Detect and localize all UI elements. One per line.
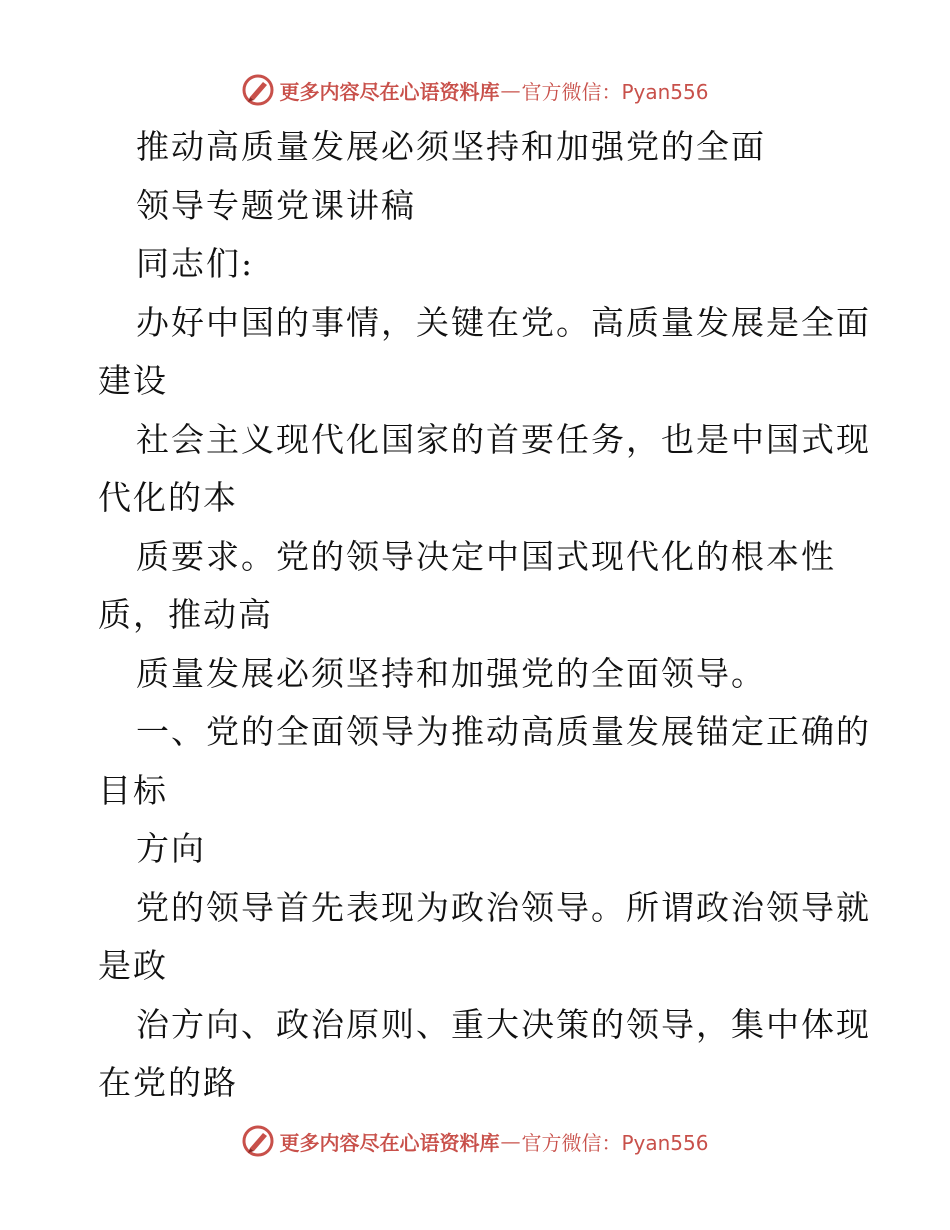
paragraph-line: 质，推动高 xyxy=(98,595,273,634)
paragraph-line: 质量发展必须坚持和加强党的全面领导。 xyxy=(136,653,766,693)
watermark-wechat: 官方微信：Pyan556 xyxy=(521,79,709,104)
paragraph-line: 是政 xyxy=(98,946,168,985)
watermark-text: 更多内容尽在心语资料库 xyxy=(279,1130,500,1155)
paragraph-line: 治方向、政治原则、重大决策的领导，集中体现 xyxy=(136,1004,871,1044)
pen-logo-icon xyxy=(241,1124,275,1158)
watermark-text: 更多内容尽在心语资料库 xyxy=(279,79,500,104)
header-watermark xyxy=(0,70,950,110)
paragraph-line: 质要求。党的领导决定中国式现代化的根本性 xyxy=(136,536,836,576)
title-line-1: 推动高质量发展必须坚持和加强党的全面 xyxy=(136,127,766,166)
section-heading: 一、党的全面领导为推动高质量发展锚定正确的 xyxy=(136,712,871,751)
paragraph-line: 办好中国的事情，关键在党。高质量发展是全面 xyxy=(136,302,871,342)
footer-watermark xyxy=(0,1121,950,1161)
paragraph-line: 建设 xyxy=(98,361,168,400)
title-line-2: 领导专题党课讲稿 xyxy=(136,185,416,225)
section-heading: 目标 xyxy=(98,770,168,810)
pen-logo-icon xyxy=(241,73,275,107)
watermark-wechat: 官方微信：Pyan556 xyxy=(521,1130,709,1155)
paragraph-line: 在党的路 xyxy=(98,1063,238,1102)
paragraph-line: 社会主义现代化国家的首要任务，也是中国式现 xyxy=(136,419,871,459)
watermark-separator: — xyxy=(500,78,521,102)
paragraph-line: 党的领导首先表现为政治领导。所谓政治领导就 xyxy=(136,887,871,927)
paragraph-line: 代化的本 xyxy=(98,478,238,517)
salutation: 同志们: xyxy=(136,244,255,283)
document-body xyxy=(98,118,871,1113)
watermark-separator: — xyxy=(500,1129,521,1153)
section-heading: 方向 xyxy=(136,829,206,868)
